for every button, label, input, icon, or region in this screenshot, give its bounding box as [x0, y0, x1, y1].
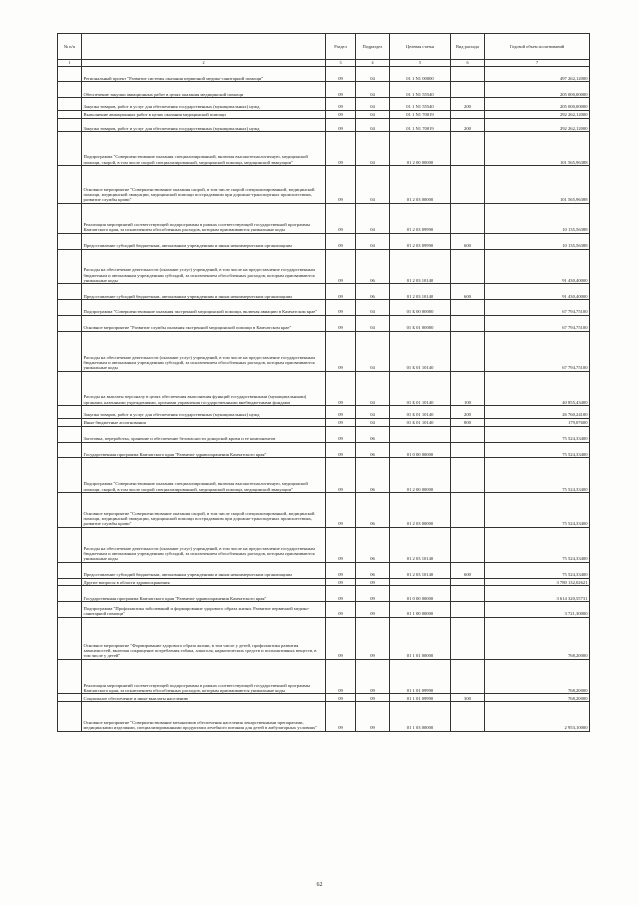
- row-amount-cell: 3 614 320,55731: [485, 586, 590, 602]
- row-amount-cell: 768,20000: [485, 617, 590, 659]
- row-subsection-cell: 09: [356, 702, 390, 732]
- row-section-cell: 09: [326, 98, 356, 111]
- row-subsection-cell: 09: [356, 694, 390, 702]
- row-amount-cell: 75 524,33400: [485, 442, 590, 458]
- row-name-cell: Основное мероприятие "Формирование здорового образа жизни, в том числе у детей, профилактика развития зависимостей, включая сокращение потребления табака, алкоголя, наркотических средств и психоактивных веществ, в том числе у детей": [82, 617, 326, 659]
- row-number-cell: [58, 284, 82, 300]
- row-number-cell: [58, 110, 82, 118]
- row-subsection-cell: 06: [356, 426, 390, 442]
- row-name-cell: Подпрограмма "Профилактика заболеваний и формирование здорового образа жизни. Развитие первичной медико-санитарной помощи": [82, 602, 326, 618]
- row-expense-type-cell: [451, 110, 485, 118]
- row-expense-type-cell: [451, 586, 485, 602]
- row-name-cell: Государственная программа Камчатского края "Развитие здравоохранения Камчатского края": [82, 442, 326, 458]
- row-subsection-cell: 09: [356, 659, 390, 694]
- row-number-cell: [58, 602, 82, 618]
- row-subsection-cell: 04: [356, 166, 390, 204]
- row-amount-cell: 67 794,75100: [485, 331, 590, 371]
- row-target-cell: 01 1 N1 70019: [390, 118, 451, 132]
- row-number-cell: [58, 166, 82, 204]
- row-expense-type-cell: [451, 458, 485, 493]
- row-expense-type-cell: [451, 527, 485, 562]
- row-number-cell: [58, 426, 82, 442]
- row-amount-cell: 67 794,75100: [485, 315, 590, 331]
- row-section-cell: 09: [326, 493, 356, 528]
- row-number-cell: [58, 249, 82, 284]
- row-subsection-cell: 04: [356, 233, 390, 249]
- table-row: [58, 406, 590, 419]
- row-number-cell: [58, 204, 82, 234]
- row-expense-type-cell: [451, 442, 485, 458]
- table-row: [58, 300, 590, 316]
- row-expense-type-cell: [451, 66, 485, 82]
- table-row: [58, 249, 590, 284]
- row-expense-type-cell: [451, 204, 485, 234]
- row-number-cell: [58, 527, 82, 562]
- row-name-cell: Подпрограмма "Совершенствование оказания экстренной медицинской помощи, включая авиацию в Камчатском крае": [82, 300, 326, 316]
- row-target-cell: 01 2 00 00000: [390, 132, 451, 166]
- row-expense-type-cell: [451, 426, 485, 442]
- header-num: № п/п: [58, 34, 82, 60]
- row-target-cell: 01 1 N1 00000: [390, 66, 451, 82]
- table-row: [58, 204, 590, 234]
- row-subsection-cell: 06: [356, 493, 390, 528]
- table-row: [58, 527, 590, 562]
- row-amount-cell: 292 262,12000: [485, 110, 590, 118]
- row-expense-type-cell: 200: [451, 406, 485, 419]
- row-number-cell: [58, 233, 82, 249]
- row-amount-cell: 91 430,40000: [485, 284, 590, 300]
- row-number-cell: [58, 118, 82, 132]
- row-number-cell: [58, 578, 82, 586]
- row-amount-cell: 292 262,12000: [485, 118, 590, 132]
- column-number: 3: [326, 59, 356, 66]
- row-name-cell: Подпрограмма "Совершенствование оказания специализированной, включая высокотехнологичную, медицинской помощи, скорой, в том числе скорой специализированной, медицинской помощи, медицинской эвакуации": [82, 458, 326, 493]
- row-expense-type-cell: [451, 493, 485, 528]
- header-target: Целевая статья: [390, 34, 451, 60]
- row-name-cell: Иные бюджетные ассигнования: [82, 419, 326, 427]
- row-target-cell: 01 1 01 00000: [390, 617, 451, 659]
- row-name-cell: Предоставление субсидий бюджетным, автономным учреждениям и иным некоммерческим организациям: [82, 233, 326, 249]
- table-row: [58, 586, 590, 602]
- row-section-cell: 09: [326, 204, 356, 234]
- row-section-cell: 09: [326, 66, 356, 82]
- row-subsection-cell: 04: [356, 98, 390, 111]
- row-amount-cell: 3 780 132,02621: [485, 578, 590, 586]
- row-target-cell: 01 2 00 00000: [390, 458, 451, 493]
- row-section-cell: 09: [326, 562, 356, 578]
- row-target-cell: 01 1 N1 55540: [390, 82, 451, 98]
- row-section-cell: 09: [326, 371, 356, 406]
- row-expense-type-cell: 600: [451, 233, 485, 249]
- row-section-cell: 09: [326, 82, 356, 98]
- row-amount-cell: 768,20000: [485, 694, 590, 702]
- row-number-cell: [58, 406, 82, 419]
- table-row: [58, 419, 590, 427]
- row-amount-cell: 205 000,00000: [485, 98, 590, 111]
- table-row: [58, 442, 590, 458]
- row-expense-type-cell: 300: [451, 694, 485, 702]
- row-section-cell: 09: [326, 659, 356, 694]
- row-section-cell: 09: [326, 617, 356, 659]
- row-expense-type-cell: [451, 132, 485, 166]
- budget-table: [57, 33, 590, 732]
- row-subsection-cell: 04: [356, 132, 390, 166]
- row-target-cell: [390, 426, 451, 442]
- row-expense-type-cell: 600: [451, 284, 485, 300]
- row-name-cell: Предоставление субсидий бюджетным, автономным учреждениям и иным некоммерческим организациям: [82, 562, 326, 578]
- row-section-cell: 09: [326, 249, 356, 284]
- table-row: [58, 493, 590, 528]
- row-name-cell: Закупка товаров, работ и услуг для обеспечения государственных (муниципальных) нужд: [82, 98, 326, 111]
- row-expense-type-cell: [451, 249, 485, 284]
- table-body: [58, 66, 590, 731]
- row-number-cell: [58, 458, 82, 493]
- row-expense-type-cell: 100: [451, 371, 485, 406]
- row-target-cell: 01 2 03 00000: [390, 166, 451, 204]
- row-name-cell: Другие вопросы в области здравоохранения: [82, 578, 326, 586]
- row-amount-cell: 10 135,56388: [485, 233, 590, 249]
- header-name: [82, 34, 326, 60]
- row-target-cell: 01 0 00 00000: [390, 586, 451, 602]
- table-row: [58, 110, 590, 118]
- row-subsection-cell: 04: [356, 110, 390, 118]
- row-name-cell: Основное мероприятие "Совершенствование механизмов обеспечения населения лекарственными препаратами, медицинскими изделиями, специализированными продуктами лечебного питания для детей в амбулаторных условиях": [82, 702, 326, 732]
- row-section-cell: 09: [326, 300, 356, 316]
- row-name-cell: Выполнение авиационных работ в целях оказания медицинской помощи: [82, 110, 326, 118]
- table-row: [58, 315, 590, 331]
- row-section-cell: 09: [326, 110, 356, 118]
- row-expense-type-cell: 200: [451, 118, 485, 132]
- row-target-cell: 01 2 03 10140: [390, 562, 451, 578]
- header-row: [58, 34, 590, 60]
- row-amount-cell: 67 794,75100: [485, 300, 590, 316]
- row-target-cell: 01 Б 01 00000: [390, 315, 451, 331]
- row-expense-type-cell: [451, 315, 485, 331]
- row-name-cell: Реализация мероприятий соответствующей подпрограммы в рамках соответствующей государственной программы Камчатского края, за исключением обособленных расходов, которым присваиваются уникальные коды: [82, 659, 326, 694]
- row-name-cell: Региональный проект "Развитие системы оказания первичной медико-санитарной помощи": [82, 66, 326, 82]
- row-expense-type-cell: [451, 331, 485, 371]
- row-number-cell: [58, 300, 82, 316]
- table-row: [58, 659, 590, 694]
- row-section-cell: 09: [326, 602, 356, 618]
- row-name-cell: Подпрограмма "Совершенствование оказания специализированной, включая высокотехнологичную, медицинской помощи, скорой, в том числе скорой специализированной, медицинской помощи, медицинской эвакуации": [82, 132, 326, 166]
- row-number-cell: [58, 419, 82, 427]
- header-section: Раздел: [326, 34, 356, 60]
- row-name-cell: Расходы на выплаты персоналу в целях обеспечения выполнения функций государственными (муниципальными) органами, казенными учреждениями, органами управления государственными внебюджетными фондами: [82, 371, 326, 406]
- row-name-cell: Основное мероприятие "Совершенствование оказания скорой, в том числе скорой специализированной, медицинской помощи, медицинской эвакуации, медицинской помощи пострадавшим при дорожно-транспортных происшествиях, развитие службы крови": [82, 493, 326, 528]
- row-expense-type-cell: [451, 602, 485, 618]
- column-number: 1: [58, 59, 82, 66]
- row-target-cell: [390, 578, 451, 586]
- row-section-cell: 09: [326, 458, 356, 493]
- row-subsection-cell: 06: [356, 458, 390, 493]
- row-section-cell: 09: [326, 118, 356, 132]
- header-subsection: Подраздел: [356, 34, 390, 60]
- row-section-cell: 09: [326, 331, 356, 371]
- row-number-cell: [58, 132, 82, 166]
- row-amount-cell: 205 000,00000: [485, 82, 590, 98]
- row-number-cell: [58, 617, 82, 659]
- row-target-cell: 01 1 N1 70019: [390, 110, 451, 118]
- row-amount-cell: 75 524,33400: [485, 493, 590, 528]
- row-target-cell: 01 2 03 09990: [390, 204, 451, 234]
- row-number-cell: [58, 315, 82, 331]
- table-row: [58, 66, 590, 82]
- row-name-cell: Основное мероприятие "Развитие службы оказания экстренной медицинской помощи в Камчатском крае": [82, 315, 326, 331]
- row-number-cell: [58, 702, 82, 732]
- row-amount-cell: 75 524,33400: [485, 527, 590, 562]
- row-name-cell: Обеспечение закупки авиационных работ в целях оказания медицинской помощи: [82, 82, 326, 98]
- row-number-cell: [58, 659, 82, 694]
- row-subsection-cell: 09: [356, 586, 390, 602]
- row-target-cell: 01 2 03 10140: [390, 284, 451, 300]
- row-section-cell: 09: [326, 284, 356, 300]
- row-amount-cell: 179,07600: [485, 419, 590, 427]
- table-row: [58, 578, 590, 586]
- row-subsection-cell: 09: [356, 617, 390, 659]
- row-number-cell: [58, 371, 82, 406]
- row-name-cell: Государственная программа Камчатского края "Развитие здравоохранения Камчатского края": [82, 586, 326, 602]
- row-amount-cell: 75 524,33400: [485, 426, 590, 442]
- row-section-cell: 09: [326, 426, 356, 442]
- row-subsection-cell: 04: [356, 118, 390, 132]
- row-subsection-cell: 06: [356, 527, 390, 562]
- row-amount-cell: 75 524,33400: [485, 562, 590, 578]
- row-expense-type-cell: 600: [451, 562, 485, 578]
- row-name-cell: Заготовка, переработка, хранение и обеспечение безопасности донорской крови и ее компонентов: [82, 426, 326, 442]
- column-number: 7: [485, 59, 590, 66]
- table-row: [58, 166, 590, 204]
- row-amount-cell: 10 135,56388: [485, 204, 590, 234]
- table-row: [58, 371, 590, 406]
- table-row: [58, 132, 590, 166]
- row-name-cell: Закупка товаров, работ и услуг для обеспечения государственных (муниципальных) нужд: [82, 406, 326, 419]
- row-subsection-cell: 06: [356, 249, 390, 284]
- row-target-cell: 01 Б 01 10140: [390, 419, 451, 427]
- column-number: 5: [390, 59, 451, 66]
- table-row: [58, 233, 590, 249]
- row-number-cell: [58, 694, 82, 702]
- table-row: [58, 562, 590, 578]
- row-number-cell: [58, 493, 82, 528]
- row-target-cell: 01 2 03 00000: [390, 493, 451, 528]
- table-row: [58, 702, 590, 732]
- row-section-cell: 09: [326, 527, 356, 562]
- row-target-cell: 01 1 03 00000: [390, 702, 451, 732]
- row-expense-type-cell: [451, 617, 485, 659]
- row-subsection-cell: 06: [356, 284, 390, 300]
- row-number-cell: [58, 98, 82, 111]
- row-number-cell: [58, 66, 82, 82]
- row-section-cell: 09: [326, 702, 356, 732]
- row-target-cell: 01 2 03 10140: [390, 249, 451, 284]
- row-subsection-cell: 04: [356, 300, 390, 316]
- row-amount-cell: 3 721,30000: [485, 602, 590, 618]
- header-expense-type: Вид расхода: [451, 34, 485, 60]
- row-section-cell: 09: [326, 315, 356, 331]
- table-row: [58, 118, 590, 132]
- row-section-cell: 09: [326, 132, 356, 166]
- row-subsection-cell: 04: [356, 82, 390, 98]
- row-target-cell: 01 1 00 00000: [390, 602, 451, 618]
- row-amount-cell: 497 262,12000: [485, 66, 590, 82]
- table-row: [58, 602, 590, 618]
- row-amount-cell: 101 565,96388: [485, 166, 590, 204]
- row-subsection-cell: 04: [356, 204, 390, 234]
- column-number-row: [58, 59, 590, 66]
- row-name-cell: Предоставление субсидий бюджетным, автономным учреждениям и иным некоммерческим организациям: [82, 284, 326, 300]
- row-target-cell: 01 2 03 09990: [390, 233, 451, 249]
- row-number-cell: [58, 562, 82, 578]
- table-row: [58, 694, 590, 702]
- row-subsection-cell: 04: [356, 406, 390, 419]
- row-amount-cell: 75 524,33400: [485, 458, 590, 493]
- row-name-cell: Социальное обеспечение и иные выплаты населению: [82, 694, 326, 702]
- row-amount-cell: 2 953,10000: [485, 702, 590, 732]
- row-name-cell: Закупка товаров, работ и услуг для обеспечения государственных (муниципальных) нужд: [82, 118, 326, 132]
- table-row: [58, 426, 590, 442]
- row-target-cell: 01 1 01 09990: [390, 694, 451, 702]
- row-expense-type-cell: 200: [451, 98, 485, 111]
- row-number-cell: [58, 82, 82, 98]
- table-row: [58, 82, 590, 98]
- row-amount-cell: 101 565,96388: [485, 132, 590, 166]
- row-target-cell: 01 Б 01 10140: [390, 406, 451, 419]
- page-number: 62: [316, 882, 323, 888]
- row-expense-type-cell: [451, 300, 485, 316]
- table-row: [58, 284, 590, 300]
- row-subsection-cell: 09: [356, 602, 390, 618]
- row-expense-type-cell: 800: [451, 419, 485, 427]
- row-name-cell: Основное мероприятие "Совершенствование оказания скорой, в том числе скорой специализированной, медицинской помощи, медицинской эвакуации, медицинской помощи пострадавшим при дорожно-транспортных происшествиях, развитие службы крови": [82, 166, 326, 204]
- row-section-cell: 09: [326, 406, 356, 419]
- row-expense-type-cell: [451, 702, 485, 732]
- row-amount-cell: 768,20000: [485, 659, 590, 694]
- row-subsection-cell: 04: [356, 331, 390, 371]
- row-section-cell: 09: [326, 586, 356, 602]
- row-number-cell: [58, 442, 82, 458]
- row-amount-cell: 40 855,43400: [485, 371, 590, 406]
- row-subsection-cell: 04: [356, 66, 390, 82]
- row-name-cell: Расходы на обеспечение деятельности (оказание услуг) учреждений, в том числе на предоставление государственным бюджетным и автономным учреждениям субсидий, за исключением обособленных расходов, которым присваиваются уникальные коды: [82, 527, 326, 562]
- row-subsection-cell: 04: [356, 315, 390, 331]
- row-expense-type-cell: [451, 659, 485, 694]
- row-amount-cell: 91 430,40000: [485, 249, 590, 284]
- row-target-cell: 01 2 03 10140: [390, 527, 451, 562]
- column-number: 6: [451, 59, 485, 66]
- column-number: 2: [82, 59, 326, 66]
- header-amount: Годовой объем ассигнований: [485, 34, 590, 60]
- row-name-cell: Расходы на обеспечение деятельности (оказание услуг) учреждений, в том числе на предоставление государственным бюджетным и автономным учреждениям субсидий, за исключением обособленных расходов, которым присваиваются уникальные коды: [82, 331, 326, 371]
- row-target-cell: 01 Б 00 00000: [390, 300, 451, 316]
- table-row: [58, 617, 590, 659]
- row-target-cell: 01 0 00 00000: [390, 442, 451, 458]
- table-row: [58, 98, 590, 111]
- row-subsection-cell: 04: [356, 371, 390, 406]
- row-target-cell: 01 Б 01 10140: [390, 331, 451, 371]
- row-subsection-cell: 09: [356, 578, 390, 586]
- row-section-cell: 09: [326, 442, 356, 458]
- row-expense-type-cell: [451, 82, 485, 98]
- row-expense-type-cell: [451, 166, 485, 204]
- row-target-cell: 01 1 N1 55540: [390, 98, 451, 111]
- row-subsection-cell: 06: [356, 442, 390, 458]
- row-number-cell: [58, 331, 82, 371]
- row-section-cell: 09: [326, 419, 356, 427]
- table-row: [58, 331, 590, 371]
- row-subsection-cell: 06: [356, 562, 390, 578]
- row-section-cell: 09: [326, 694, 356, 702]
- row-section-cell: 09: [326, 166, 356, 204]
- row-target-cell: 01 Б 01 10140: [390, 371, 451, 406]
- row-name-cell: Расходы на обеспечение деятельности (оказание услуг) учреждений, в том числе на предоставление государственным бюджетным и автономным учреждениям субсидий, за исключением обособленных расходов, которым присваиваются уникальные коды: [82, 249, 326, 284]
- row-amount-cell: 26 760,24100: [485, 406, 590, 419]
- column-number: 4: [356, 59, 390, 66]
- table-row: [58, 458, 590, 493]
- row-section-cell: 09: [326, 578, 356, 586]
- row-name-cell: Реализация мероприятий соответствующей подпрограммы в рамках соответствующей государственной программы Камчатского края, за исключением обособленных расходов, которым присваиваются уникальные коды: [82, 204, 326, 234]
- row-subsection-cell: 04: [356, 419, 390, 427]
- row-section-cell: 09: [326, 233, 356, 249]
- row-target-cell: 01 1 01 09990: [390, 659, 451, 694]
- row-number-cell: [58, 586, 82, 602]
- row-expense-type-cell: [451, 578, 485, 586]
